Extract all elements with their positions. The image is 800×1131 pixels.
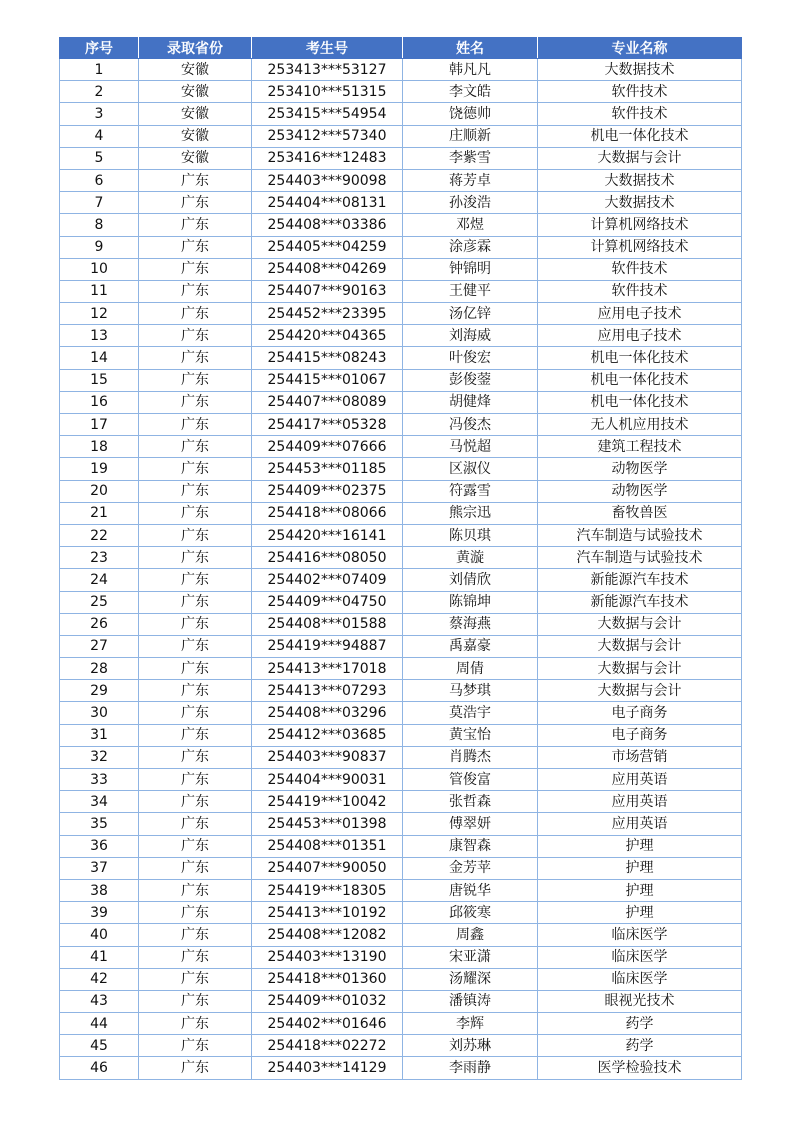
cell-exam-number: 254420***16141 [252, 524, 403, 546]
cell-province: 安徽 [139, 81, 252, 103]
cell-index: 36 [60, 835, 139, 857]
cell-province: 广东 [139, 724, 252, 746]
cell-name: 李辉 [403, 1013, 538, 1035]
cell-exam-number: 254412***03685 [252, 724, 403, 746]
cell-name: 汤耀深 [403, 968, 538, 990]
header-province: 录取省份 [139, 38, 252, 59]
cell-name: 蒋芳卓 [403, 169, 538, 191]
cell-province: 广东 [139, 458, 252, 480]
cell-exam-number: 254407***90163 [252, 280, 403, 302]
cell-name: 孙浚浩 [403, 192, 538, 214]
cell-index: 44 [60, 1013, 139, 1035]
cell-exam-number: 254405***04259 [252, 236, 403, 258]
cell-index: 10 [60, 258, 139, 280]
cell-index: 43 [60, 990, 139, 1012]
table-row [60, 680, 742, 702]
cell-index: 20 [60, 480, 139, 502]
cell-index: 33 [60, 769, 139, 791]
table-row [60, 990, 742, 1012]
cell-province: 广东 [139, 303, 252, 325]
cell-exam-number: 254415***08243 [252, 347, 403, 369]
table-row [60, 791, 742, 813]
cell-province: 安徽 [139, 59, 252, 81]
cell-province: 广东 [139, 258, 252, 280]
cell-major: 医学检验技术 [538, 1057, 742, 1079]
cell-index: 13 [60, 325, 139, 347]
cell-major: 软件技术 [538, 280, 742, 302]
table-row [60, 280, 742, 302]
cell-province: 广东 [139, 990, 252, 1012]
table-row [60, 258, 742, 280]
cell-province: 广东 [139, 924, 252, 946]
cell-province: 广东 [139, 214, 252, 236]
cell-major: 大数据与会计 [538, 658, 742, 680]
table-row [60, 436, 742, 458]
cell-major: 计算机网络技术 [538, 236, 742, 258]
cell-province: 广东 [139, 1035, 252, 1057]
cell-major: 应用英语 [538, 769, 742, 791]
cell-name: 刘海威 [403, 325, 538, 347]
table-row [60, 414, 742, 436]
cell-name: 蔡海燕 [403, 613, 538, 635]
table-row [60, 169, 742, 191]
cell-name: 冯俊杰 [403, 414, 538, 436]
table-row [60, 347, 742, 369]
cell-major: 应用电子技术 [538, 303, 742, 325]
cell-major: 护理 [538, 902, 742, 924]
cell-exam-number: 254419***10042 [252, 791, 403, 813]
table-row [60, 103, 742, 125]
cell-major: 临床医学 [538, 968, 742, 990]
cell-name: 傅翠妍 [403, 813, 538, 835]
table-row [60, 1013, 742, 1035]
cell-province: 安徽 [139, 103, 252, 125]
cell-index: 42 [60, 968, 139, 990]
cell-index: 30 [60, 702, 139, 724]
cell-name: 邱筱寒 [403, 902, 538, 924]
cell-name: 叶俊宏 [403, 347, 538, 369]
cell-exam-number: 254408***03386 [252, 214, 403, 236]
cell-province: 广东 [139, 1013, 252, 1035]
table-row [60, 946, 742, 968]
cell-index: 21 [60, 502, 139, 524]
cell-exam-number: 254403***90837 [252, 746, 403, 768]
cell-major: 临床医学 [538, 946, 742, 968]
cell-major: 机电一体化技术 [538, 369, 742, 391]
cell-name: 李紫雪 [403, 147, 538, 169]
cell-name: 符露雪 [403, 480, 538, 502]
cell-index: 32 [60, 746, 139, 768]
cell-index: 26 [60, 613, 139, 635]
cell-exam-number: 254407***90050 [252, 857, 403, 879]
cell-province: 广东 [139, 1057, 252, 1079]
cell-index: 2 [60, 81, 139, 103]
cell-major: 畜牧兽医 [538, 502, 742, 524]
table-body [60, 59, 742, 1080]
cell-major: 药学 [538, 1035, 742, 1057]
cell-exam-number: 254408***01588 [252, 613, 403, 635]
table-row [60, 635, 742, 657]
table-row [60, 369, 742, 391]
table-row [60, 325, 742, 347]
cell-exam-number: 254403***90098 [252, 169, 403, 191]
cell-exam-number: 254408***01351 [252, 835, 403, 857]
cell-exam-number: 254409***01032 [252, 990, 403, 1012]
cell-province: 广东 [139, 902, 252, 924]
cell-major: 汽车制造与试验技术 [538, 547, 742, 569]
cell-name: 周鑫 [403, 924, 538, 946]
cell-exam-number: 254409***02375 [252, 480, 403, 502]
cell-major: 市场营销 [538, 746, 742, 768]
cell-province: 广东 [139, 391, 252, 413]
cell-exam-number: 254409***04750 [252, 591, 403, 613]
cell-major: 动物医学 [538, 480, 742, 502]
cell-exam-number: 254453***01185 [252, 458, 403, 480]
cell-province: 广东 [139, 480, 252, 502]
cell-name: 管俊富 [403, 769, 538, 791]
cell-index: 25 [60, 591, 139, 613]
cell-index: 45 [60, 1035, 139, 1057]
cell-exam-number: 253412***57340 [252, 125, 403, 147]
cell-province: 广东 [139, 813, 252, 835]
cell-name: 马悦超 [403, 436, 538, 458]
cell-name: 熊宗迅 [403, 502, 538, 524]
cell-name: 李雨静 [403, 1057, 538, 1079]
cell-exam-number: 254420***04365 [252, 325, 403, 347]
cell-province: 广东 [139, 835, 252, 857]
cell-exam-number: 254404***90031 [252, 769, 403, 791]
cell-province: 广东 [139, 325, 252, 347]
cell-exam-number: 254402***01646 [252, 1013, 403, 1035]
cell-name: 邓煜 [403, 214, 538, 236]
cell-index: 28 [60, 658, 139, 680]
cell-major: 临床医学 [538, 924, 742, 946]
cell-major: 汽车制造与试验技术 [538, 524, 742, 546]
table-row [60, 724, 742, 746]
cell-province: 广东 [139, 347, 252, 369]
cell-major: 大数据与会计 [538, 680, 742, 702]
cell-major: 动物医学 [538, 458, 742, 480]
cell-exam-number: 254408***03296 [252, 702, 403, 724]
cell-province: 广东 [139, 436, 252, 458]
cell-major: 大数据与会计 [538, 147, 742, 169]
cell-province: 广东 [139, 502, 252, 524]
cell-exam-number: 254417***05328 [252, 414, 403, 436]
cell-index: 22 [60, 524, 139, 546]
cell-exam-number: 254413***07293 [252, 680, 403, 702]
cell-exam-number: 254413***17018 [252, 658, 403, 680]
cell-index: 34 [60, 791, 139, 813]
cell-exam-number: 254416***08050 [252, 547, 403, 569]
table-row [60, 391, 742, 413]
cell-province: 广东 [139, 280, 252, 302]
cell-province: 广东 [139, 613, 252, 635]
cell-major: 眼视光技术 [538, 990, 742, 1012]
cell-province: 广东 [139, 746, 252, 768]
cell-exam-number: 254404***08131 [252, 192, 403, 214]
table-row [60, 1057, 742, 1079]
cell-name: 康智森 [403, 835, 538, 857]
cell-major: 新能源汽车技术 [538, 569, 742, 591]
cell-exam-number: 254407***08089 [252, 391, 403, 413]
header-row [60, 38, 742, 59]
cell-major: 应用英语 [538, 813, 742, 835]
cell-index: 1 [60, 59, 139, 81]
table-row [60, 702, 742, 724]
cell-province: 广东 [139, 946, 252, 968]
cell-province: 广东 [139, 769, 252, 791]
cell-name: 涂彦霖 [403, 236, 538, 258]
cell-major: 大数据与会计 [538, 613, 742, 635]
cell-index: 8 [60, 214, 139, 236]
table-row [60, 569, 742, 591]
cell-index: 35 [60, 813, 139, 835]
cell-index: 16 [60, 391, 139, 413]
cell-name: 莫浩宇 [403, 702, 538, 724]
cell-exam-number: 254409***07666 [252, 436, 403, 458]
cell-index: 46 [60, 1057, 139, 1079]
table-row [60, 480, 742, 502]
admission-table [59, 37, 742, 1080]
cell-index: 18 [60, 436, 139, 458]
cell-index: 3 [60, 103, 139, 125]
cell-province: 广东 [139, 658, 252, 680]
cell-major: 电子商务 [538, 724, 742, 746]
header-major: 专业名称 [538, 38, 742, 59]
cell-name: 肖腾杰 [403, 746, 538, 768]
header-name: 姓名 [403, 38, 538, 59]
cell-major: 大数据技术 [538, 169, 742, 191]
cell-index: 39 [60, 902, 139, 924]
cell-major: 计算机网络技术 [538, 214, 742, 236]
table-header [60, 38, 742, 59]
cell-name: 金芳苹 [403, 857, 538, 879]
cell-name: 张哲森 [403, 791, 538, 813]
cell-index: 7 [60, 192, 139, 214]
cell-major: 新能源汽车技术 [538, 591, 742, 613]
table-row [60, 147, 742, 169]
cell-province: 广东 [139, 547, 252, 569]
cell-major: 大数据与会计 [538, 635, 742, 657]
cell-name: 马梦琪 [403, 680, 538, 702]
cell-name: 庄顺新 [403, 125, 538, 147]
cell-exam-number: 253413***53127 [252, 59, 403, 81]
cell-name: 王健平 [403, 280, 538, 302]
cell-province: 广东 [139, 192, 252, 214]
table-row [60, 214, 742, 236]
cell-name: 汤亿锌 [403, 303, 538, 325]
cell-major: 机电一体化技术 [538, 391, 742, 413]
cell-major: 机电一体化技术 [538, 347, 742, 369]
table-row [60, 81, 742, 103]
cell-name: 胡健烽 [403, 391, 538, 413]
cell-index: 27 [60, 635, 139, 657]
cell-name: 刘倩欣 [403, 569, 538, 591]
cell-exam-number: 254413***10192 [252, 902, 403, 924]
cell-name: 钟锦明 [403, 258, 538, 280]
cell-exam-number: 254415***01067 [252, 369, 403, 391]
cell-exam-number: 254452***23395 [252, 303, 403, 325]
table-row [60, 303, 742, 325]
table-row [60, 1035, 742, 1057]
cell-exam-number: 254403***13190 [252, 946, 403, 968]
cell-province: 广东 [139, 236, 252, 258]
cell-name: 李文皓 [403, 81, 538, 103]
table-row [60, 968, 742, 990]
cell-province: 广东 [139, 524, 252, 546]
cell-exam-number: 253416***12483 [252, 147, 403, 169]
cell-index: 9 [60, 236, 139, 258]
cell-exam-number: 254408***04269 [252, 258, 403, 280]
cell-name: 宋亚潇 [403, 946, 538, 968]
table-row [60, 502, 742, 524]
cell-index: 4 [60, 125, 139, 147]
table-row [60, 236, 742, 258]
cell-province: 广东 [139, 635, 252, 657]
cell-index: 31 [60, 724, 139, 746]
cell-major: 电子商务 [538, 702, 742, 724]
cell-major: 无人机应用技术 [538, 414, 742, 436]
cell-major: 软件技术 [538, 258, 742, 280]
table-row [60, 746, 742, 768]
cell-major: 大数据技术 [538, 59, 742, 81]
table-row [60, 458, 742, 480]
cell-index: 11 [60, 280, 139, 302]
cell-major: 大数据技术 [538, 192, 742, 214]
cell-index: 23 [60, 547, 139, 569]
cell-exam-number: 254403***14129 [252, 1057, 403, 1079]
cell-province: 广东 [139, 879, 252, 901]
header-index: 序号 [60, 38, 139, 59]
cell-province: 广东 [139, 369, 252, 391]
cell-province: 广东 [139, 169, 252, 191]
cell-province: 广东 [139, 591, 252, 613]
header-exam-number: 考生号 [252, 38, 403, 59]
cell-index: 38 [60, 879, 139, 901]
table-row [60, 125, 742, 147]
cell-province: 广东 [139, 680, 252, 702]
table-row [60, 902, 742, 924]
cell-province: 广东 [139, 968, 252, 990]
cell-name: 黄漩 [403, 547, 538, 569]
cell-province: 广东 [139, 414, 252, 436]
cell-index: 17 [60, 414, 139, 436]
table-row [60, 924, 742, 946]
cell-name: 黄宝怡 [403, 724, 538, 746]
cell-name: 周倩 [403, 658, 538, 680]
cell-name: 陈贝琪 [403, 524, 538, 546]
cell-exam-number: 254402***07409 [252, 569, 403, 591]
cell-index: 5 [60, 147, 139, 169]
cell-exam-number: 254408***12082 [252, 924, 403, 946]
cell-index: 29 [60, 680, 139, 702]
cell-name: 刘苏琳 [403, 1035, 538, 1057]
cell-major: 护理 [538, 879, 742, 901]
cell-index: 37 [60, 857, 139, 879]
cell-province: 广东 [139, 569, 252, 591]
cell-name: 唐锐华 [403, 879, 538, 901]
cell-exam-number: 254418***02272 [252, 1035, 403, 1057]
cell-major: 护理 [538, 857, 742, 879]
table-row [60, 547, 742, 569]
cell-name: 彭俊蓥 [403, 369, 538, 391]
cell-exam-number: 254419***94887 [252, 635, 403, 657]
table-row [60, 879, 742, 901]
table-row [60, 59, 742, 81]
table-row [60, 658, 742, 680]
cell-major: 软件技术 [538, 81, 742, 103]
cell-major: 护理 [538, 835, 742, 857]
cell-index: 6 [60, 169, 139, 191]
table-row [60, 192, 742, 214]
cell-exam-number: 254418***08066 [252, 502, 403, 524]
table-row [60, 857, 742, 879]
cell-name: 禹嘉豪 [403, 635, 538, 657]
cell-index: 14 [60, 347, 139, 369]
cell-exam-number: 254418***01360 [252, 968, 403, 990]
cell-name: 韩凡凡 [403, 59, 538, 81]
cell-exam-number: 254453***01398 [252, 813, 403, 835]
cell-name: 饶德帅 [403, 103, 538, 125]
cell-province: 安徽 [139, 147, 252, 169]
cell-major: 应用英语 [538, 791, 742, 813]
cell-index: 41 [60, 946, 139, 968]
table-row [60, 835, 742, 857]
cell-major: 机电一体化技术 [538, 125, 742, 147]
table-row [60, 591, 742, 613]
table-row [60, 813, 742, 835]
table-row [60, 524, 742, 546]
cell-major: 软件技术 [538, 103, 742, 125]
cell-index: 19 [60, 458, 139, 480]
cell-province: 广东 [139, 702, 252, 724]
cell-province: 广东 [139, 857, 252, 879]
cell-index: 12 [60, 303, 139, 325]
cell-major: 建筑工程技术 [538, 436, 742, 458]
cell-exam-number: 254419***18305 [252, 879, 403, 901]
cell-province: 广东 [139, 791, 252, 813]
table-row [60, 613, 742, 635]
cell-exam-number: 253410***51315 [252, 81, 403, 103]
cell-major: 药学 [538, 1013, 742, 1035]
cell-exam-number: 253415***54954 [252, 103, 403, 125]
cell-name: 陈锦坤 [403, 591, 538, 613]
cell-index: 40 [60, 924, 139, 946]
cell-name: 潘镇涛 [403, 990, 538, 1012]
cell-index: 24 [60, 569, 139, 591]
cell-name: 区淑仪 [403, 458, 538, 480]
cell-major: 应用电子技术 [538, 325, 742, 347]
cell-province: 安徽 [139, 125, 252, 147]
table-row [60, 769, 742, 791]
cell-index: 15 [60, 369, 139, 391]
